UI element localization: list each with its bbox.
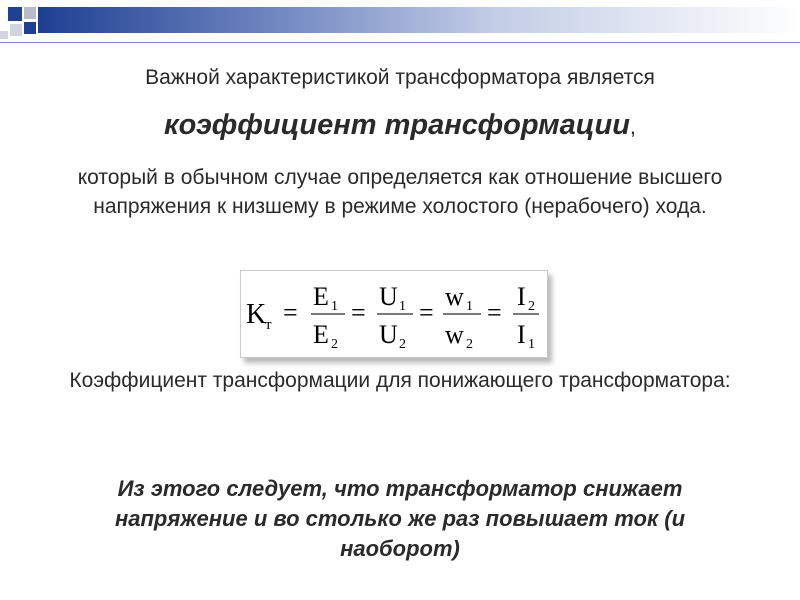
fraction-1-den-sub: 2 (331, 337, 338, 352)
decor-square (24, 7, 36, 19)
fraction-1-num-sub: 1 (331, 299, 338, 314)
formula-equals: = (351, 298, 366, 327)
formula-equals: = (283, 298, 298, 327)
formula-equals: = (419, 298, 434, 327)
fraction-1-num: E (313, 282, 329, 311)
fraction-4-num-sub: 2 (528, 299, 535, 314)
formula-equals: = (487, 298, 502, 327)
fraction-2-num-sub: 1 (399, 299, 406, 314)
fraction-3-den: w (445, 320, 464, 349)
key-term-comma: , (629, 114, 637, 139)
decor-square (8, 7, 22, 21)
fraction-3-num: w (445, 282, 464, 311)
fraction-4-den: I (517, 320, 526, 349)
formula-box (240, 270, 548, 358)
step-down-note: Коэффициент трансформации для понижающего трансформатора: (69, 369, 731, 392)
key-term-text: коэффициент трансформации (163, 109, 630, 141)
definition-text: который в обычном случае определяется как отношение высшего напряжения к низшему в режиме холостого (нерабочего) хода. (77, 166, 723, 218)
fraction-4-den-sub: 1 (528, 337, 535, 352)
fraction-3-num-sub: 1 (466, 299, 473, 314)
fraction-3-den-sub: 2 (466, 337, 473, 352)
header-rule (0, 42, 800, 43)
key-term (0, 109, 800, 142)
decor-square (24, 22, 36, 34)
header-band (0, 7, 800, 33)
formula (241, 271, 547, 357)
fraction-1-den: E (313, 320, 329, 349)
fraction-2-num: U (379, 282, 398, 311)
intro-line: Важной характеристикой трансформатора является (145, 66, 655, 89)
fraction-4-num: I (517, 282, 526, 311)
header-gradient-bar (38, 7, 800, 33)
decor-square (0, 31, 8, 39)
formula-lhs-symbol: K (246, 299, 267, 330)
decor-square (10, 24, 22, 36)
fraction-2-den: U (379, 320, 398, 349)
conclusion-text: Из этого следует, что трансформатор снижает напряжение и во столько же раз повышает ток (и наоборот) (114, 476, 686, 561)
formula-lhs-subscript: т (265, 317, 272, 333)
fraction-2-den-sub: 2 (399, 337, 406, 352)
